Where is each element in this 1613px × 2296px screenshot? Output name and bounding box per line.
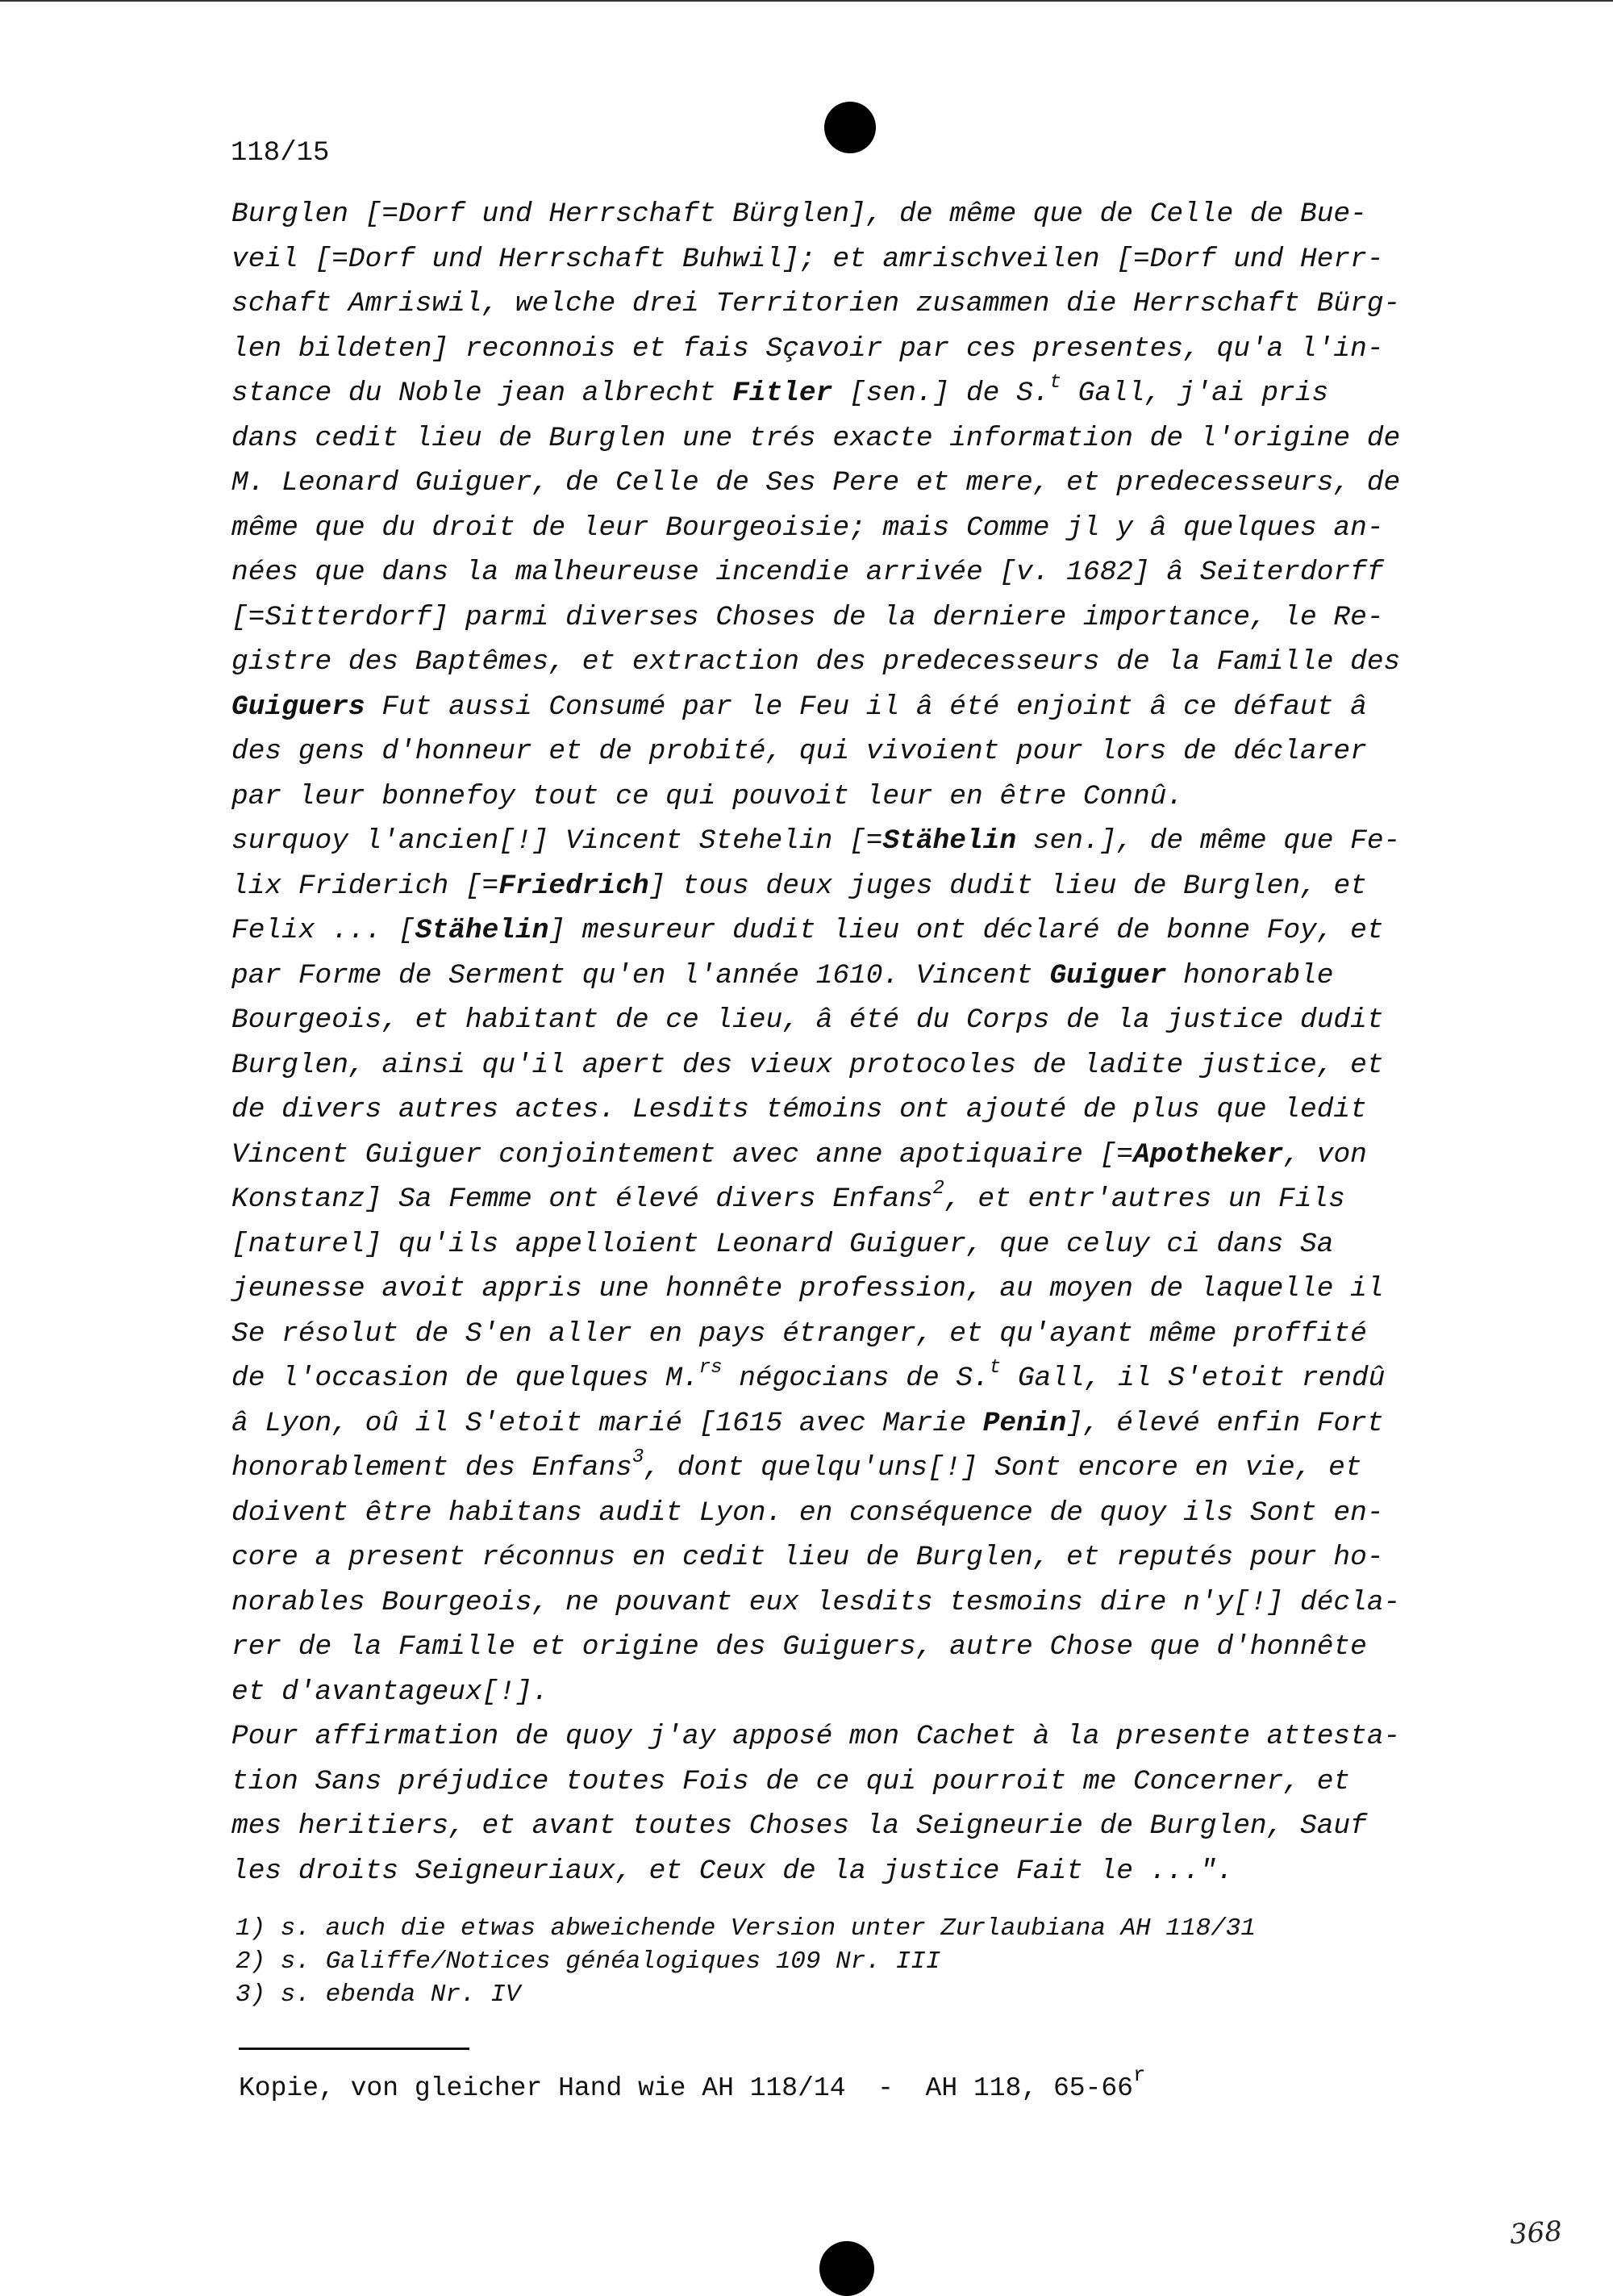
source-note-text: Kopie, von gleicher Hand wie AH 118/14 - AH 118, 65-66 (239, 2073, 1133, 2103)
punch-hole-bottom (819, 2241, 874, 2296)
bold-name: Penin (982, 1407, 1067, 1439)
text-line: rer de la Famille et origine des Guiguers, autre Chose que d'honnête (231, 1631, 1367, 1663)
text-line: Felix ... [Stähelin] mesureur dudit lieu ont déclaré de bonne Foy, et (231, 915, 1384, 946)
text-line: [naturel] qu'ils appelloient Leonard Guiguer, que celuy ci dans Sa (231, 1228, 1334, 1260)
superscript: 3 (631, 1446, 644, 1468)
text-line: par Forme de Serment qu'en l'année 1610. Vincent Guiguer honorable (231, 959, 1334, 991)
footnotes (235, 1912, 1494, 2011)
footnote: 3) s. ebenda Nr. IV (235, 1981, 521, 2009)
text-line: et d'avantageux[!]. (231, 1676, 549, 1708)
text-line: veil [=Dorf und Herrschaft Buhwil]; et amrischveilen [=Dorf und Herr- (231, 243, 1384, 275)
bold-name: Fitler (732, 378, 833, 409)
superscript: t (989, 1356, 1002, 1379)
text-line: Burglen [=Dorf und Herrschaft Bürglen], de même que de Celle de Bue- (231, 198, 1367, 230)
text-line: même que du droit de leur Bourgeoisie; mais Comme jl y â quelques an- (231, 511, 1384, 544)
text-line: core a present réconnus en cedit lieu de Burglen, et reputés pour ho- (231, 1542, 1384, 1573)
bold-name: Stähelin (882, 825, 1017, 857)
text-line: Burglen, ainsi qu'il apert des vieux protocoles de ladite justice, et (231, 1049, 1384, 1081)
source-note (239, 2063, 1146, 2106)
source-note-superscript: r (1132, 2063, 1146, 2087)
text-line: Se résolut de S'en aller en pays étranger, et qu'ayant même proffité (231, 1317, 1367, 1350)
text-line: de divers autres actes. Lesdits témoins ont ajouté de plus que ledit (231, 1094, 1367, 1125)
superscript: 2 (932, 1177, 944, 1200)
text-line: M. Leonard Guiguer, de Celle de Ses Pere et mere, et predecesseurs, de (231, 467, 1401, 499)
text-line: â Lyon, oû il S'etoit marié [1615 avec Marie Penin], élevé enfin Fort (231, 1407, 1384, 1439)
text-line: jeunesse avoit appris une honnête profession, au moyen de laquelle il (231, 1273, 1384, 1305)
bold-name: Apotheker (1132, 1138, 1284, 1171)
text-line: Guiguers Fut aussi Consumé par le Feu il â été enjoint â ce défaut â (231, 691, 1367, 723)
text-line: tion Sans préjudice toutes Fois de ce qui pourroit me Concerner, et (231, 1765, 1351, 1797)
footnote: 1) s. auch die etwas abweichende Version unter Zurlaubiana AH 118/31 (235, 1914, 1257, 1943)
archive-mark: 368 (1508, 2215, 1564, 2252)
text-line: des gens d'honneur et de probité, qui vivoient pour lors de déclarer (231, 736, 1367, 767)
text-line: par leur bonnefoy tout ce qui pouvoit leur en être Connû. (231, 780, 1184, 812)
bold-name: Friedrich (498, 870, 649, 902)
text-line: stance du Noble jean albrecht Fitler [sen.] de S.$^t$ Gall, j'ai pris (231, 371, 1329, 409)
bold-name: Guiguers (231, 691, 365, 723)
transcription-body (231, 192, 1490, 1893)
text-line: Bourgeois, et habitant de ce lieu, â été du Corps de la justice dudit (231, 1004, 1384, 1036)
text-line: les droits Seigneuriaux, et Ceux de la justice Fait le ...". (231, 1855, 1234, 1887)
bold-name: Stähelin (415, 915, 549, 946)
punch-hole-top (824, 102, 876, 153)
text-line: Pour affirmation de quoy j'ay apposé mon Cachet à la presente attesta- (231, 1721, 1401, 1752)
bold-name: Guiguer (1049, 959, 1167, 991)
text-line: mes heritiers, et avant toutes Choses la Seigneurie de Burglen, Sauf (231, 1810, 1367, 1842)
text-line: norables Bourgeois, ne pouvant eux lesdits tesmoins dire n'y[!] décla- (231, 1586, 1401, 1618)
footnote-separator-rule (239, 2048, 469, 2050)
text-line: gistre des Baptêmes, et extraction des predecesseurs de la Famille des (231, 646, 1401, 678)
text-line: len bildeten] reconnois et fais Sçavoir par ces presentes, qu'a l'in- (231, 332, 1384, 365)
text-line: de l'occasion de quelques M.$^{rs}$ négocians de S.$^t$ Gall, il S'etoit rendû (231, 1356, 1386, 1394)
text-line: [=Sitterdorf] parmi diverses Choses de la derniere importance, le Re- (231, 601, 1384, 633)
superscript: rs (698, 1356, 723, 1379)
text-line: Vincent Guiguer conjointement avec anne apotiquaire [=Apotheker, von (231, 1138, 1367, 1171)
footnote: 2) s. Galiffe/Notices généalogiques 109 Nr. III (235, 1947, 941, 1976)
text-line: doivent être habitans audit Lyon. en conséquence de quoy ils Sont en- (231, 1497, 1384, 1529)
text-line: Konstanz] Sa Femme ont élevé divers Enfans$^2$, et entr'autres un Fils (231, 1177, 1345, 1215)
page-number: 118/15 (231, 138, 330, 169)
superscript: t (1049, 371, 1061, 394)
top-border (0, 0, 1613, 2)
text-line: nées que dans la malheureuse incendie arrivée [v. 1682] â Seiterdorff (231, 557, 1384, 588)
text-line: schaft Amriswil, welche drei Territorien zusammen die Herrschaft Bürg- (231, 288, 1401, 319)
text-line: lix Friderich [=Friedrich] tous deux juges dudit lieu de Burglen, et (231, 870, 1367, 902)
text-line: dans cedit lieu de Burglen une trés exacte information de l'origine de (231, 422, 1401, 454)
text-line: honorablement des Enfans$^3$, dont quelqu'uns[!] Sont encore en vie, et (231, 1446, 1362, 1484)
text-line: surquoy l'ancien[!] Vincent Stehelin [=Stähelin sen.], de même que Fe- (231, 825, 1401, 857)
